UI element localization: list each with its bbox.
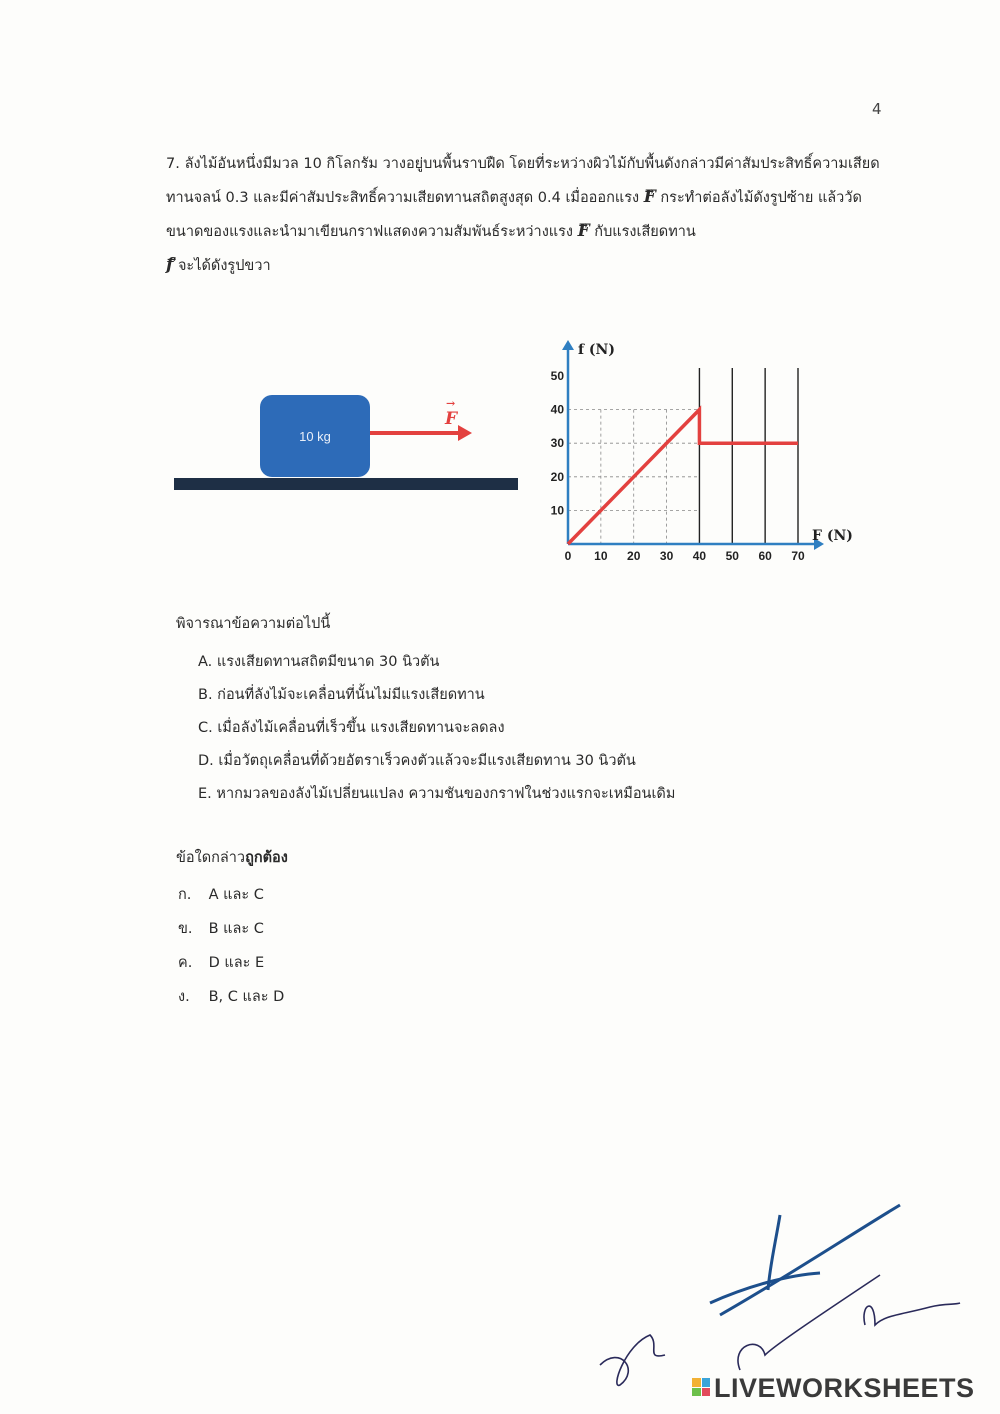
question-text-part-2: กระทำต่อลังไม้ดังรูปซ้าย แล้ววัดขนาดของแรงและนำมาเขียนกราฟแสดงความสัมพันธ์ระหว่างแรง [166, 190, 862, 240]
ask-prefix: ข้อใดกล่าว [176, 850, 246, 866]
choice-text: A และ C [208, 887, 264, 903]
y-tick-label: 40 [550, 402, 564, 417]
y-tick-label: 30 [550, 436, 564, 451]
choice-3[interactable] [178, 946, 284, 980]
y-tick-label: 10 [550, 503, 564, 518]
y-axis-label: f (N) [578, 342, 615, 358]
x-tick-label: 60 [758, 549, 772, 563]
page-number: 4 [872, 100, 882, 118]
choice-2[interactable] [178, 912, 284, 946]
force-arrow-shaft [370, 431, 462, 435]
friction-force-chart [540, 320, 870, 580]
vector-F-symbol: → F [644, 187, 656, 207]
statement-b: B. ก่อนที่ลังไม้จะเคลื่อนที่นั้นไม่มีแรงเสียดทาน [198, 687, 485, 703]
x-tick-label: 10 [594, 549, 608, 563]
x-tick-label: 0 [564, 549, 572, 563]
y-axis-arrow [562, 340, 574, 350]
question-text-part-4: จะได้ดังรูปขวา [177, 258, 271, 274]
choice-label: ค. [178, 955, 193, 971]
choice-text: D และ E [208, 955, 265, 971]
question-number: 7. [166, 156, 180, 172]
footer-brand-text: LIVEWORKSHEETS [714, 1373, 975, 1403]
choice-4[interactable] [178, 980, 284, 1014]
crate-mass-label: 10 kg [299, 428, 331, 444]
choice-text: B, C และ D [208, 989, 285, 1005]
handwritten-signature [590, 1195, 970, 1395]
question-text-part-3: กับแรงเสียดทาน [594, 224, 696, 240]
vector-F-symbol-2: → F [578, 221, 590, 241]
x-tick-label: 40 [692, 549, 707, 563]
x-tick-label: 70 [791, 549, 805, 563]
rough-floor [174, 478, 518, 490]
answer-question [176, 846, 288, 869]
force-arrow-head [458, 425, 472, 441]
y-tick-label: 20 [550, 469, 564, 484]
footer-brand [692, 1373, 975, 1404]
choice-1[interactable] [178, 878, 284, 912]
x-axis-label: F (N) [812, 528, 853, 544]
statements-prompt: พิจารณาข้อความต่อไปนี้ [176, 616, 331, 632]
statement-e: E. หากมวลของลังไม้เปลี่ยนแปลง ความชันของกราฟในช่วงแรกจะเหมือนเดิม [198, 786, 676, 802]
question-7 [166, 148, 886, 283]
choice-label: ข. [178, 921, 193, 937]
wooden-crate [260, 395, 370, 477]
question-text-part-1: ลังไม้อันหนึ่งมีมวล 10 กิโลกรัม วางอยู่บนพื้นราบฝืด โดยที่ระหว่างผิวไม้กับพื้นดังกล่าวมีค่าสัมประสิทธิ์ความเสียดทานจลน์ 0.3 และมีค่าสัมประสิทธิ์ความเสียดทานสถิตสูงสุด 0.4 เมื่อออกแรง [166, 156, 880, 206]
question-text [166, 156, 880, 274]
statement-a: A. แรงเสียดทานสถิตมีขนาด 30 นิวตัน [198, 654, 440, 670]
statement-list [198, 646, 675, 811]
block-diagram [170, 385, 530, 505]
x-tick-label: 50 [725, 549, 739, 563]
force-label: → F [445, 409, 457, 429]
vector-f-symbol: → f [166, 255, 173, 275]
choice-label: ก. [178, 887, 192, 903]
choice-label: ง. [178, 989, 190, 1005]
x-tick-label: 20 [627, 549, 641, 563]
ask-emphasis: ถูกต้อง [245, 850, 288, 866]
statement-c: C. เมื่อลังไม้เคลื่อนที่เร็วขึ้น แรงเสียดทานจะลดลง [198, 720, 505, 736]
x-tick-label: 30 [659, 549, 674, 563]
answer-choices [178, 878, 284, 1014]
choice-text: B และ C [208, 921, 264, 937]
statement-d: D. เมื่อวัตถุเคลื่อนที่ด้วยอัตราเร็วคงตัวแล้วจะมีแรงเสียดทาน 30 นิวตัน [198, 753, 636, 769]
y-tick-label: 50 [550, 369, 564, 383]
